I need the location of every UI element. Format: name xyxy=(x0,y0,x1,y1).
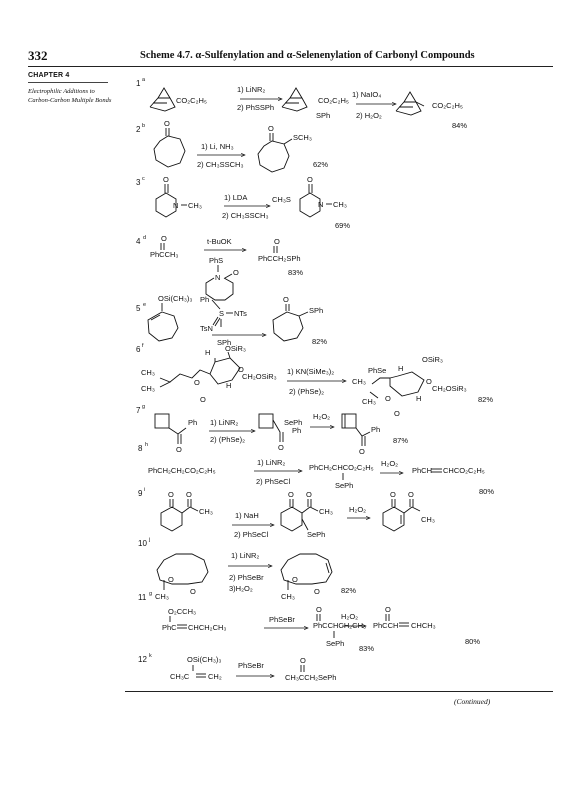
bicyclic-core xyxy=(210,352,240,384)
n-label: N xyxy=(173,201,179,210)
carbonyl-o-label: O xyxy=(176,445,182,454)
silyl-ether-label: OSi(CH₃)₃ xyxy=(158,294,193,303)
entry-number: 5 xyxy=(136,304,141,313)
entry-3 xyxy=(136,175,350,230)
reagent2-2-label: 2) H₂O₂ xyxy=(356,111,382,120)
n-methyl-label: CH₃ xyxy=(333,200,347,209)
carbonyl-o-label: O xyxy=(300,656,306,665)
entry-ref: h xyxy=(145,442,149,448)
n-label: N xyxy=(318,200,324,209)
yield: 82% xyxy=(478,395,494,404)
reagent-1-label: 1) LiNR₂ xyxy=(210,418,239,427)
ph-label: Ph xyxy=(292,426,302,435)
cycloheptanone-ring xyxy=(258,141,289,172)
yield: 82% xyxy=(312,337,328,346)
reagent-3-label: 3)H₂O₂ xyxy=(229,584,253,593)
reagent2-1-label: 1) NaIO₄ xyxy=(352,90,382,99)
ring-o-label: O xyxy=(168,575,174,584)
n-methyl-label: CH₃ xyxy=(188,201,202,210)
carbonyl-o-label: O xyxy=(186,490,192,499)
reagent-nts-label: NTs xyxy=(234,309,247,318)
product-piperidinone-ring xyxy=(300,193,320,217)
intermediate-sph-label: SPh xyxy=(316,111,331,120)
ketone-bonds xyxy=(273,420,283,442)
sph-label: SPh xyxy=(309,306,324,315)
ketone-bonds xyxy=(169,428,186,444)
h-label: H xyxy=(398,364,404,373)
methyl-label: CH₃ xyxy=(281,592,295,601)
product-right-label: CHCO₂C₂H₅ xyxy=(443,466,485,475)
reagent-o-label: O xyxy=(233,268,239,277)
methyl-label: CH₃ xyxy=(352,377,366,386)
carbonyl-o-label: O xyxy=(161,234,167,243)
entry-9 xyxy=(138,487,435,539)
product-label: PhCCH₂SPh xyxy=(258,254,301,263)
methyl-label: CH₃ xyxy=(141,368,155,377)
carbonyl-o-label: O xyxy=(274,237,280,246)
reagent-1-label: 1) LiNR₂ xyxy=(257,458,286,467)
reagent-s-label: S xyxy=(219,309,225,318)
reagent-2-label: 2) PhSeCl xyxy=(234,530,269,539)
reagent2-label: H₂O₂ xyxy=(349,505,367,514)
entry-12 xyxy=(138,653,336,682)
diketone-bonds xyxy=(392,499,420,513)
product-left-label: PhCCH xyxy=(373,621,399,630)
diketone-bonds xyxy=(170,499,198,513)
entry-10 xyxy=(138,537,356,601)
seph-label: SePh xyxy=(335,481,354,490)
carbonyl-o-label: O xyxy=(408,490,414,499)
substrate-left-label: CH₃C xyxy=(170,672,190,681)
entry-number: 4 xyxy=(136,237,141,246)
reagent-2-label: 2) PhSeBr xyxy=(229,573,264,582)
entry-ref: e xyxy=(143,302,147,308)
lactone-o-label: O xyxy=(194,378,200,387)
ring-o-label: O xyxy=(292,575,298,584)
reagent-2-label: 2) PhSeCl xyxy=(256,477,291,486)
entry-5 xyxy=(136,294,327,347)
reagent-label: PhSeBr xyxy=(269,615,295,624)
entry-number: 6 xyxy=(136,345,141,354)
carbonyl-o-label: O xyxy=(307,175,313,184)
entry-number: 2 xyxy=(136,125,141,134)
reagent-1-label: 1) Li, NH₃ xyxy=(201,142,234,151)
norbornene-intermediate-structure xyxy=(282,88,307,111)
product-left-label: PhCH xyxy=(412,466,433,475)
carbonyl-o-label: O xyxy=(168,490,174,499)
h-label: H xyxy=(205,348,211,357)
methyl-label: CH₃ xyxy=(155,592,169,601)
entry-number: 12 xyxy=(138,655,147,664)
continued-note: (Continued) xyxy=(454,697,491,706)
reagent-1-label: 1) LDA xyxy=(224,193,248,202)
reagent-n-label: N xyxy=(215,273,221,282)
reagent-1-label: 1) NaH xyxy=(235,511,259,520)
methyl-label: CH₃ xyxy=(362,397,376,406)
entry-number: 3 xyxy=(136,178,141,187)
methyl-label: CH₃ xyxy=(141,384,155,393)
intermediate-label: PhCH₂CHCO₂C₂H₅ xyxy=(309,463,374,472)
entry-ref: c xyxy=(142,176,145,182)
cyclobutane-ring xyxy=(259,414,273,428)
ketone-bonds xyxy=(356,428,370,446)
entry-number: 1 xyxy=(136,79,141,88)
reagent-1-label: 1) KN(SiMe₃)₂ xyxy=(287,367,335,376)
silyl-ether-label: OSi(CH₃)₃ xyxy=(187,655,222,664)
seph-label: SePh xyxy=(326,639,345,648)
entry-2 xyxy=(136,119,328,172)
methyl-label: CH₃ xyxy=(319,507,333,516)
ch2osir3-label: CH₂OSiR₃ xyxy=(242,372,277,381)
cyclohexanone-ring xyxy=(161,507,182,531)
substrate-label: PhCH₂CH₂CO₂C₂H₅ xyxy=(148,466,216,475)
carbonyl-o-label: O xyxy=(190,587,196,596)
osir3-label: OSiR₃ xyxy=(225,344,246,353)
carbonyl-o-label: O xyxy=(288,490,294,499)
seph-label: SePh xyxy=(284,418,303,427)
cycloheptene-ring xyxy=(148,312,178,341)
product-bicyclic-core xyxy=(390,372,424,396)
methyl-label: CH₃ xyxy=(199,507,213,516)
unsaturated-lactone-ring xyxy=(281,554,332,584)
entry-ref: g xyxy=(149,591,153,597)
entry-ref: i xyxy=(144,487,146,493)
reagent-phs-label: PhS xyxy=(209,256,224,265)
carbonyl-o-label: O xyxy=(164,119,170,128)
carbonyl-o-label: O xyxy=(390,490,396,499)
entry-ref: a xyxy=(142,77,146,83)
epoxide-o-label: O xyxy=(426,377,432,386)
reagent-2-label: 2) (PhSe)₂ xyxy=(289,387,325,396)
reagent-sph-label: SPh xyxy=(217,338,232,347)
carbonyl-o-label: O xyxy=(316,605,322,614)
yield: 83% xyxy=(288,268,304,277)
carbonyl-o-label: O xyxy=(163,175,169,184)
carbonyl-o-label: O xyxy=(278,443,284,452)
ph-label: Ph xyxy=(371,425,381,434)
osir3-label: OSiR₃ xyxy=(422,355,443,364)
entry-11 xyxy=(138,591,480,653)
carbonyl-o-label: O xyxy=(394,409,400,418)
ph-label: Ph xyxy=(188,418,198,427)
yield: 87% xyxy=(393,436,409,445)
entry-number: 7 xyxy=(136,406,141,415)
entry-ref: g xyxy=(142,404,146,410)
entry-6 xyxy=(136,343,493,418)
lactone-ring xyxy=(157,554,208,584)
entry-ref: d xyxy=(143,235,147,241)
carbonyl-o-label: O xyxy=(268,124,274,133)
yield: 84% xyxy=(452,121,468,130)
substrate-right-label: CHCH₂CH₃ xyxy=(188,623,227,632)
sch3-label: CH₃S xyxy=(272,195,291,204)
cycloheptenone-ring xyxy=(154,136,185,167)
ch2osir3-label: CH₂OSiR₃ xyxy=(432,384,467,393)
methyl-label: CH₃ xyxy=(421,515,435,524)
reagent-2-label: 2) PhSSPh xyxy=(237,103,275,112)
reagent2-label: H₂O₂ xyxy=(341,612,359,621)
entry-8 xyxy=(138,442,494,496)
lactone-o-label: O xyxy=(385,394,391,403)
entry-4 xyxy=(136,234,303,300)
yield: 69% xyxy=(335,221,351,230)
carbonyl-o-label: O xyxy=(314,587,320,596)
intermediate-ester-label: CO₂C₂H₅ xyxy=(318,96,349,105)
acetate-label: O₂CCH₃ xyxy=(168,607,197,616)
entry-7 xyxy=(136,404,408,456)
reagent2-label: H₂O₂ xyxy=(381,459,399,468)
product-ester-label: CO₂C₂H₅ xyxy=(432,101,463,110)
yield: 83% xyxy=(359,644,375,653)
reagent-2-label: 2) CH₃SSCH₃ xyxy=(222,211,269,220)
reagent-1-label: 1) LiNR₂ xyxy=(231,551,260,560)
h-label: H xyxy=(226,381,232,390)
phse-label: PhSe xyxy=(368,366,387,375)
reagent-ph-label: Ph xyxy=(200,295,210,304)
yield-2: 80% xyxy=(465,637,481,646)
cyclohexanone-ring xyxy=(281,507,302,531)
h-label: H xyxy=(416,394,422,403)
norbornadiene-product-structure xyxy=(396,92,424,115)
intermediate-label: PhCCHCH₂CH₃ xyxy=(313,621,367,630)
sch3-label: SCH₃ xyxy=(293,133,312,142)
entry-ref: j xyxy=(149,537,151,543)
entry-number: 8 xyxy=(138,444,143,453)
chapter-subtitle: Electrophilic Additions to Carbon-Carbon Multiple Bonds xyxy=(28,88,112,104)
cyclobutane-ring xyxy=(155,414,169,428)
diketone-bonds xyxy=(290,499,318,530)
entry-number: 10 xyxy=(138,539,147,548)
cycloheptanone-ring xyxy=(273,312,303,341)
norbornene-structure xyxy=(150,88,175,111)
chapter-label: CHAPTER 4 xyxy=(28,72,70,79)
reagent-label: PhSeBr xyxy=(238,661,264,670)
carbonyl-o-label: O xyxy=(306,490,312,499)
entry-ref: k xyxy=(149,653,152,659)
carbonyl-o-label: O xyxy=(359,447,365,456)
bottom-rule xyxy=(125,691,553,692)
reagent-2-label: 2) CH₃SSCH₃ xyxy=(197,160,244,169)
epoxide-o-label: O xyxy=(238,365,244,374)
entry-ref: b xyxy=(142,123,146,129)
reagent2-label: H₂O₂ xyxy=(313,412,331,421)
product-right-label: CHCH₃ xyxy=(411,621,436,630)
substrate-right-label: CH₂ xyxy=(208,672,222,681)
reagent-base-label: t-BuOK xyxy=(207,237,232,246)
entry-1 xyxy=(136,77,467,130)
cyclobutene-ring xyxy=(342,414,356,428)
reagent-1-label: 1) LiNR₂ xyxy=(237,85,266,94)
product-label: CH₃CCH₂SePh xyxy=(285,673,337,682)
scheme-title: Scheme 4.7. α-Sulfenylation and α-Selenenylation of Carbonyl Compounds xyxy=(140,50,475,61)
carbonyl-o-label: O xyxy=(385,605,391,614)
substrate-ester-label: CO₂C₂H₅ xyxy=(176,96,207,105)
carbonyl-o-label: O xyxy=(283,295,289,304)
reagent-tsn-label: TsN xyxy=(200,324,213,333)
substrate-left-label: PhC xyxy=(162,623,177,632)
substrate-label: PhCCH₃ xyxy=(150,250,179,259)
seph-label: SePh xyxy=(307,530,326,539)
yield: 82% xyxy=(341,586,357,595)
prenyl-chain xyxy=(160,370,210,387)
page-number: 332 xyxy=(28,48,48,63)
reagent-2-label: 2) (PhSe)₂ xyxy=(210,435,246,444)
carbonyl-o-label: O xyxy=(200,395,206,404)
entry-number: 9 xyxy=(138,489,143,498)
entry-ref: f xyxy=(142,343,144,349)
yield: 80% xyxy=(479,487,495,496)
yield: 62% xyxy=(313,160,329,169)
entry-number: 11 xyxy=(138,593,147,602)
